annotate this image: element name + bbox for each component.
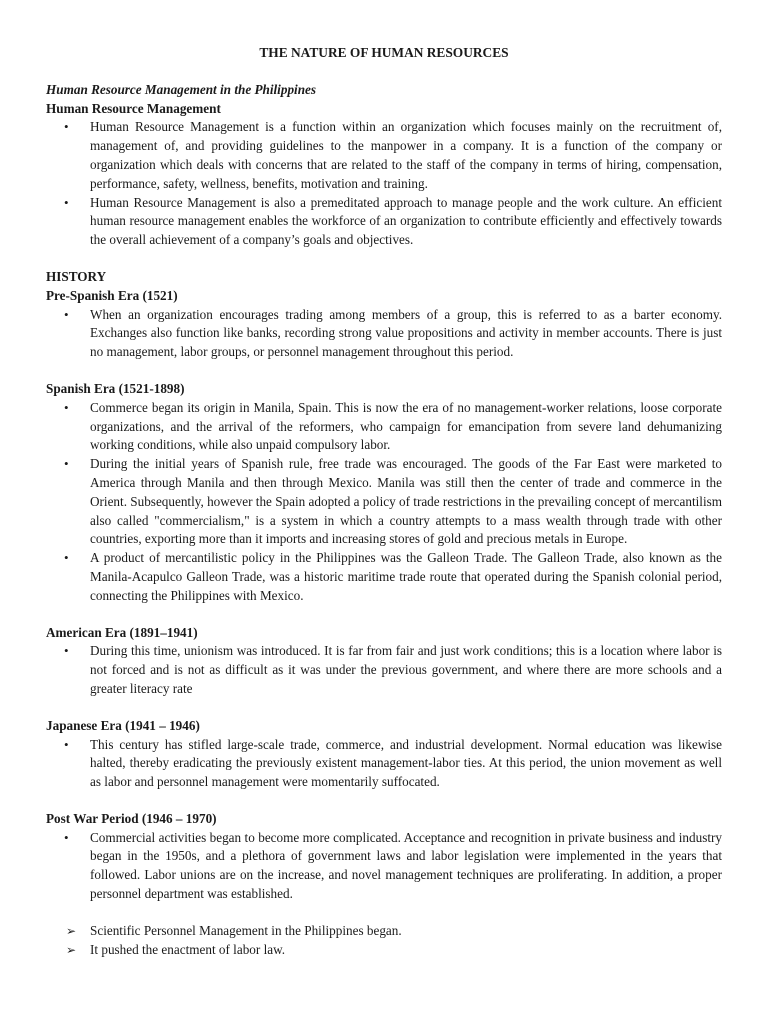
arrowhead-icon: ➢ [66,923,77,938]
subheading-spanish-era: Spanish Era (1521-1898) [46,380,185,396]
arrowhead-icon: ➢ [66,942,77,957]
post-war-arrow-list [46,922,722,960]
list-item: • Human Resource Management is a function within an organization which focuses mainly on the recruitment of, management of, and providing guidelines to the manpower in a company. It is a function of the company or organization which deals with concerns that are related to the staff of the company in terms of hiring, compensation, performance, safety, wellness, benefits, motivation and training. [46,118,722,193]
document-title: THE NATURE OF HUMAN RESOURCES [259,45,509,60]
arrow-item-text: Scientific Personnel Management in the Philippines began. [90,922,402,938]
document-page [46,44,722,959]
list-item: • This century has stifled large-scale trade, commerce, and industrial development. Normal education was likewise halted, thereby eradicating the previously existent management-labor ties. At this period, the union movement as well as labor and personnel management were momentarily suffocated. [46,736,722,792]
list-item: • Commerce began its origin in Manila, Spain. This is now the era of no management-worker relations, loose corporate organizations, and the arrival of the reformers, who campaign for emancipation from severe land dehumanizing working conditions, while also unpaid compulsory labor. [46,399,722,455]
subheading-american-era: American Era (1891–1941) [46,624,198,640]
list-item: • Human Resource Management is also a premeditated approach to manage people and the work culture. An efficient human resource management enables the workforce of an organization to contribute efficiently and effectively towards the overall achievement of a company’s goals and objectives. [46,194,722,250]
subheading-japanese-era: Japanese Era (1941 – 1946) [46,717,200,733]
list-item: • When an organization encourages trading among members of a group, this is referred to as a barter economy. Exchanges also function like banks, recording strong value propositions and activity in member accounts. There is just no management, labor groups, or personnel management throughout this period. [46,306,722,362]
arrow-item-text: It pushed the enactment of labor law. [90,941,286,957]
list-item: • A product of mercantilistic policy in the Philippines was the Galleon Trade. The Galleon Trade, also known as the Manila-Acapulco Galleon Trade, was a historic maritime trade route that operated during the Spanish colonial period, connecting the Philippines with Mexico. [46,549,722,605]
post-war-bullet-list [46,829,722,904]
list-item: • During the initial years of Spanish rule, free trade was encouraged. The goods of the Far East were marketed to America through Manila and then through Mexico. Manila was still then the center of trade and commerce in the Orient. Subsequently, however the Spain adopted a policy of trade restrictions in the prevailing concept of mercantilism also called "commercialism," is a system in which a country attempts to a mass wealth through trade with other countries, exporting more than it imports and increasing stores of gold and precious metals in Europe. [46,455,722,549]
subheading-pre-spanish-era: Pre-Spanish Era (1521) [46,287,178,303]
spanish-bullet-list [46,399,722,606]
american-bullet-list [46,642,722,698]
hrm-bullet-list [46,118,722,250]
list-item: • Commercial activities began to become more complicated. Acceptance and recognition in private business and industry began in the 1950s, and a plethora of government laws and labor legislation were implemented in the years that followed. Labor unions are on the increase, and novel management techniques are proliferating. In addition, a proper personnel department was established. [46,829,722,904]
subheading-post-war-period: Post War Period (1946 – 1970) [46,810,217,826]
japanese-bullet-list [46,736,722,792]
list-item: • During this time, unionism was introduced. It is far from fair and just work conditions; this is a location where labor is not forced and is not as difficult as it was under the previous government, and where there are more schools and a greater literacy rate [46,642,722,698]
section-heading-hrm: Human Resource Management [46,100,221,116]
pre-spanish-bullet-list [46,306,722,362]
list-item [46,941,722,960]
document-subtitle: Human Resource Management in the Philippines [46,81,317,97]
section-heading-history: HISTORY [46,268,107,284]
list-item [46,922,722,941]
